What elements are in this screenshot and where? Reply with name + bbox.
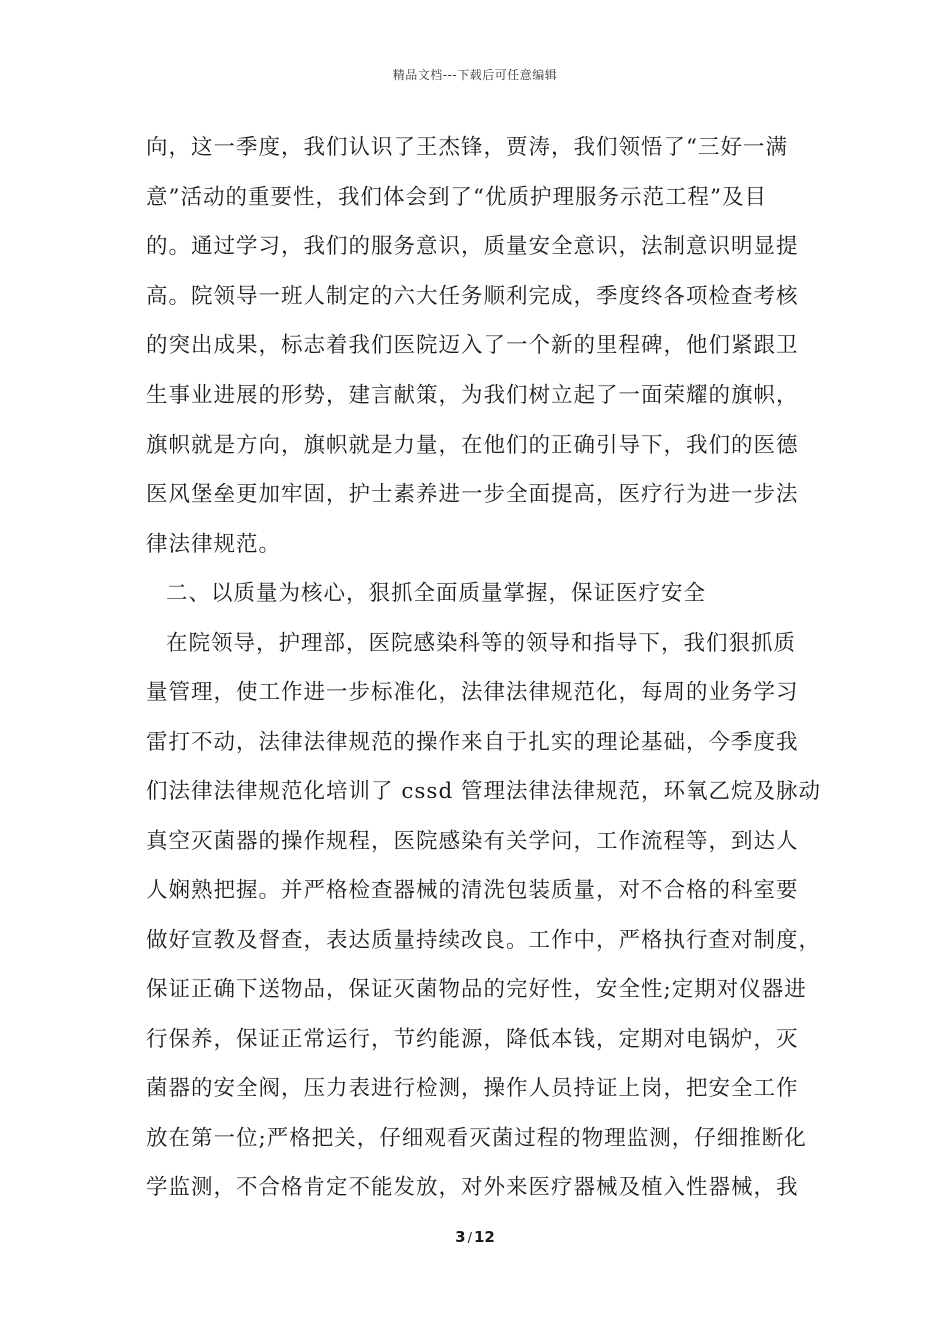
body-line: 量管理，使工作进一步标准化，法律法律规范化，每周的业务学习: [146, 680, 799, 705]
body-line: 人娴熟把握。并严格检查器械的清洗包装质量，对不合格的科室要: [146, 878, 799, 903]
body-line: 菌器的安全阀，压力表进行检测，操作人员持证上岗，把安全工作: [146, 1076, 799, 1101]
body-line: 律法律规范。: [146, 532, 282, 557]
section-heading: 二、以质量为核心，狠抓全面质量掌握，保证医疗安全: [166, 581, 707, 606]
body-line: 医风堡垒更加牢固，护士素养进一步全面提高，医疗行为进一步法: [146, 482, 799, 507]
body-line: 放在第一位;严格把关，仔细观看灭菌过程的物理监测，仔细推断化: [146, 1126, 807, 1151]
body-line: 在院领导，护理部，医院感染科等的领导和指导下，我们狠抓质: [166, 631, 797, 656]
body-line: 旗帜就是方向，旗帜就是力量，在他们的正确引导下，我们的医德: [146, 433, 799, 458]
page-separator: /: [467, 1231, 472, 1246]
body-line: 行保养，保证正常运行，节约能源，降低本钱，定期对电锅炉，灭: [146, 1027, 799, 1052]
body-line: 做好宣教及督查，表达质量持续改良。工作中，严格执行查对制度，: [146, 928, 822, 953]
body-line: 学监测，不合格肯定不能发放，对外来医疗器械及植入性器械，我: [146, 1175, 799, 1200]
body-line: 们法律法律规范化培训了 cssd 管理法律法律规范，环氧乙烷及脉动: [146, 779, 822, 804]
body-line: 真空灭菌器的操作规程，医院感染有关学问，工作流程等，到达人: [146, 829, 799, 854]
body-line: 雷打不动，法律法律规范的操作来自于扎实的理论基础，今季度我: [146, 730, 799, 755]
current-page: 3: [455, 1228, 466, 1246]
body-line: 的突出成果，标志着我们医院迈入了一个新的里程碑，他们紧跟卫: [146, 333, 799, 358]
body-line: 生事业进展的形势，建言献策，为我们树立起了一面荣耀的旗帜，: [146, 383, 799, 408]
body-line: 保证正确下送物品，保证灭菌物品的完好性，安全性;定期对仪器进: [146, 977, 807, 1002]
body-line: 意”活动的重要性，我们体会到了“优质护理服务示范工程”及目: [146, 185, 767, 210]
body-line: 的。通过学习，我们的服务意识，质量安全意识，法制意识明显提: [146, 234, 799, 259]
body-line: 高。院领导一班人制定的六大任务顺利完成，季度终各项检查考核: [146, 284, 799, 309]
body-line: 向，这一季度，我们认识了王杰锋，贾涛，我们领悟了“三好一满: [146, 135, 788, 160]
page-header: 精品文档---下载后可任意编辑: [392, 68, 558, 82]
page-number: [0, 1228, 950, 1246]
total-pages: 12: [473, 1228, 495, 1246]
